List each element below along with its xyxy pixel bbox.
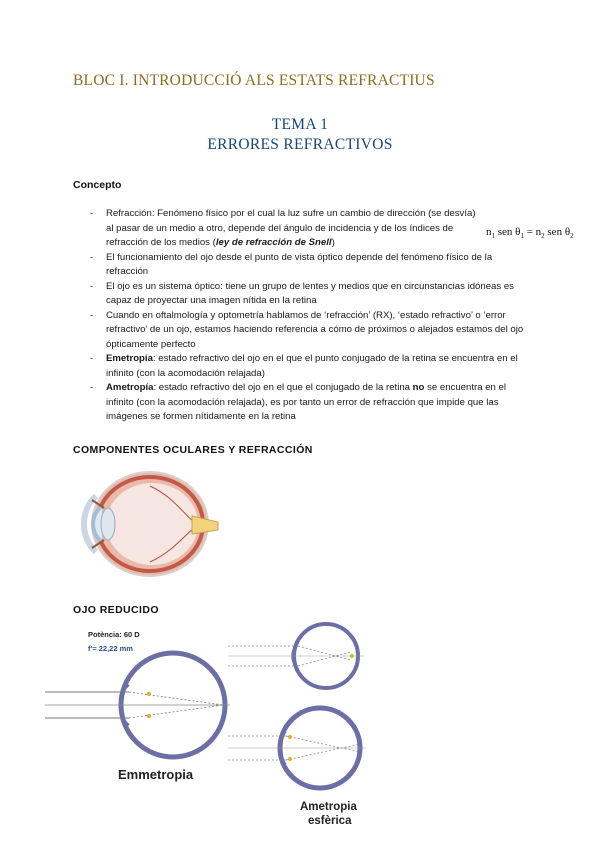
list-item: - Ametropía: estado refractivo del ojo en el que el conjugado de la retina no se encuentra en el infinito (con la acomodación relajada), es por tanto un error de refracción que impide que las imágenes se formen nítidamente en la retina <box>90 381 530 425</box>
emmetropia-diagram <box>45 650 235 765</box>
potencia-label: Potència: 60 D <box>88 630 140 639</box>
focal-label: f'= 22,22 mm <box>88 644 133 653</box>
list-item: - Refracción: Fenómeno físico por el cual la luz sufre un cambio de dirección (se desvía) al pasar de un medio a otro, depende del ángulo de incidencia y de los índices de refracción de los medios (ley de refracción de Snell) <box>90 207 476 251</box>
concepto-list <box>90 207 530 425</box>
snell-formula: $n_1$ sen $\theta_1 = n_2$ sen $\theta_2$ <box>486 226 574 241</box>
ametropia-myopia-diagram <box>228 622 368 692</box>
tema-title: ERRORES REFRACTIVOS <box>207 136 393 153</box>
bloc-title: BLOC I. INTRODUCCIÓ ALS ESTATS REFRACTIUS <box>73 72 435 89</box>
eye-anatomy-image <box>72 466 222 586</box>
ametropia-hyperopia-diagram <box>228 700 368 800</box>
ametropia-label-1: Ametropia <box>300 801 357 813</box>
list-item: - Emetropía: estado refractivo del ojo en el que el punto conjugado de la retina se encuentra en el infinito (con la acomodación relajada) <box>90 352 530 381</box>
list-item: - El ojo es un sistema óptico: tiene un grupo de lentes y medios que en circunstancias idóneas es capaz de proyectar una imagen nítida en la retina <box>90 280 530 309</box>
concepto-heading: Concepto <box>73 179 122 191</box>
list-item: - El funcionamiento del ojo desde el punto de vista óptico depende del fenómeno físico de la refracción <box>90 251 530 280</box>
list-item: - Cuando en oftalmología y optometría hablamos de ‘refracción’ (RX), ‘estado refractivo’ o ‘error refractivo’ de un ojo, estamos haciendo referencia a cómo de próximos o alejados estamos del ojo ópticamente perfecto <box>90 309 530 353</box>
componentes-heading: COMPONENTES OCULARES Y REFRACCIÓN <box>73 444 313 456</box>
emmetropia-label: Emmetropia <box>118 767 194 782</box>
ametropia-label-2: esfèrica <box>308 815 352 827</box>
tema-number: TEMA 1 <box>271 116 329 133</box>
ojo-reducido-heading: OJO REDUCIDO <box>73 604 159 616</box>
